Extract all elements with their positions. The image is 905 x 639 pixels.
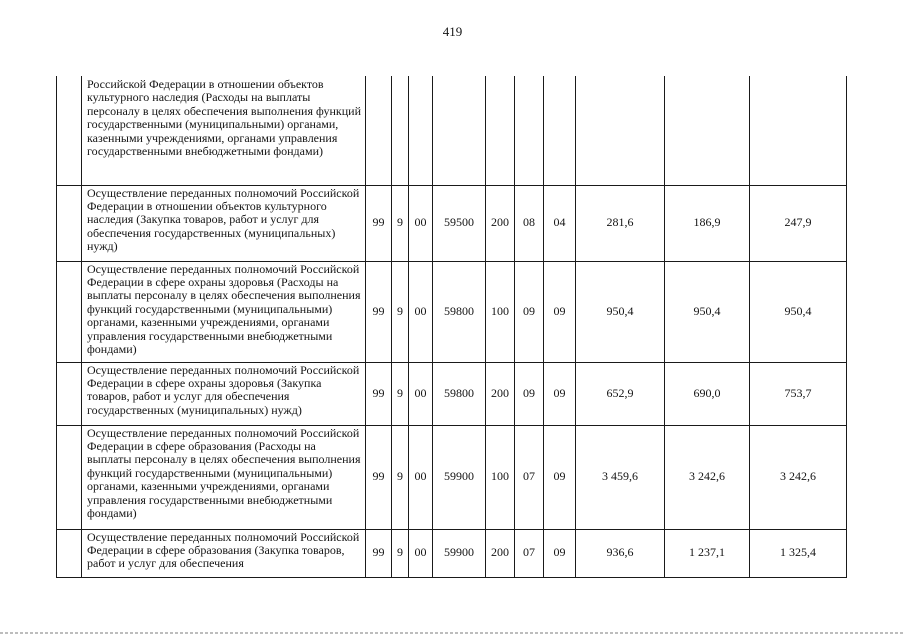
code-cell: 200 bbox=[486, 185, 515, 261]
code-cell: 00 bbox=[409, 185, 433, 261]
code-cell: 100 bbox=[486, 425, 515, 529]
row-blank-cell bbox=[57, 529, 82, 577]
page-number: 419 bbox=[442, 24, 463, 39]
table-row bbox=[57, 529, 847, 577]
code-cell bbox=[366, 76, 392, 185]
code-cell: 09 bbox=[544, 529, 576, 577]
code-cell: 04 bbox=[544, 185, 576, 261]
code-cell: 09 bbox=[544, 362, 576, 425]
amount-cell: 690,0 bbox=[665, 362, 750, 425]
code-cell: 59500 bbox=[433, 185, 486, 261]
code-cell: 9 bbox=[392, 362, 409, 425]
amount-cell: 950,4 bbox=[665, 261, 750, 362]
amount-cell: 652,9 bbox=[576, 362, 665, 425]
code-cell: 00 bbox=[409, 261, 433, 362]
code-cell: 99 bbox=[366, 261, 392, 362]
table-row bbox=[57, 362, 847, 425]
budget-table bbox=[56, 76, 847, 578]
row-blank-cell bbox=[57, 425, 82, 529]
row-blank-cell bbox=[57, 185, 82, 261]
code-cell: 09 bbox=[515, 362, 544, 425]
code-cell: 59900 bbox=[433, 529, 486, 577]
row-blank-cell bbox=[57, 76, 82, 185]
amount-cell: 950,4 bbox=[576, 261, 665, 362]
table-row bbox=[57, 185, 847, 261]
code-cell bbox=[515, 76, 544, 185]
code-cell: 99 bbox=[366, 185, 392, 261]
code-cell bbox=[409, 76, 433, 185]
code-cell: 09 bbox=[515, 261, 544, 362]
code-cell: 00 bbox=[409, 425, 433, 529]
code-cell bbox=[433, 76, 486, 185]
code-cell: 9 bbox=[392, 529, 409, 577]
row-description: Осуществление переданных полномочий Российской Федерации в сфере образования (Закупка товаров, работ и услуг для обеспечения bbox=[82, 529, 366, 577]
code-cell bbox=[392, 76, 409, 185]
code-cell: 07 bbox=[515, 529, 544, 577]
code-cell: 59900 bbox=[433, 425, 486, 529]
amount-cell bbox=[750, 76, 847, 185]
code-cell bbox=[486, 76, 515, 185]
code-cell: 99 bbox=[366, 362, 392, 425]
table-row bbox=[57, 76, 847, 185]
row-blank-cell bbox=[57, 261, 82, 362]
amount-cell: 950,4 bbox=[750, 261, 847, 362]
code-cell: 9 bbox=[392, 185, 409, 261]
code-cell: 9 bbox=[392, 425, 409, 529]
code-cell: 00 bbox=[409, 529, 433, 577]
row-blank-cell bbox=[57, 362, 82, 425]
amount-cell: 247,9 bbox=[750, 185, 847, 261]
row-description: Осуществление переданных полномочий Российской Федерации в отношении объектов культурного наследия (Закупка товаров, работ и услуг для обеспечения государственных (муниципальных) нужд) bbox=[82, 185, 366, 261]
amount-cell bbox=[665, 76, 750, 185]
code-cell: 200 bbox=[486, 362, 515, 425]
code-cell: 99 bbox=[366, 529, 392, 577]
amount-cell: 1 325,4 bbox=[750, 529, 847, 577]
amount-cell bbox=[576, 76, 665, 185]
code-cell: 9 bbox=[392, 261, 409, 362]
code-cell bbox=[544, 76, 576, 185]
code-cell: 09 bbox=[544, 261, 576, 362]
code-cell: 00 bbox=[409, 362, 433, 425]
amount-cell: 3 459,6 bbox=[576, 425, 665, 529]
row-description: Российской Федерации в отношении объектов культурного наследия (Расходы на выплаты персоналу в целях обеспечения выполнения функций государственными (муниципальными) органами, казенными учреждениями, органами управления государственными внебюджетными фондами) bbox=[82, 76, 366, 185]
amount-cell: 1 237,1 bbox=[665, 529, 750, 577]
row-description: Осуществление переданных полномочий Российской Федерации в сфере образования (Расходы на выплаты персоналу в целях обеспечения выполнения функций государственными (муниципальными) органами, казенными учреждениями, органами управления государственными внебюджетными фондами) bbox=[82, 425, 366, 529]
code-cell: 59800 bbox=[433, 261, 486, 362]
code-cell: 09 bbox=[544, 425, 576, 529]
code-cell: 59800 bbox=[433, 362, 486, 425]
amount-cell: 281,6 bbox=[576, 185, 665, 261]
row-description: Осуществление переданных полномочий Российской Федерации в сфере охраны здоровья (Расходы на выплаты персоналу в целях обеспечения выполнения функций государственными (муниципальными) органами, казенными учреждениями, органами управления государственными внебюджетными фондами) bbox=[82, 261, 366, 362]
amount-cell: 936,6 bbox=[576, 529, 665, 577]
scan-edge-line bbox=[0, 632, 905, 634]
table-row bbox=[57, 425, 847, 529]
code-cell: 08 bbox=[515, 185, 544, 261]
amount-cell: 186,9 bbox=[665, 185, 750, 261]
code-cell: 100 bbox=[486, 261, 515, 362]
code-cell: 07 bbox=[515, 425, 544, 529]
table-row bbox=[57, 261, 847, 362]
code-cell: 99 bbox=[366, 425, 392, 529]
code-cell: 200 bbox=[486, 529, 515, 577]
amount-cell: 3 242,6 bbox=[750, 425, 847, 529]
amount-cell: 753,7 bbox=[750, 362, 847, 425]
row-description: Осуществление переданных полномочий Российской Федерации в сфере охраны здоровья (Закупка товаров, работ и услуг для обеспечения государственных (муниципальных) нужд) bbox=[82, 362, 366, 425]
amount-cell: 3 242,6 bbox=[665, 425, 750, 529]
